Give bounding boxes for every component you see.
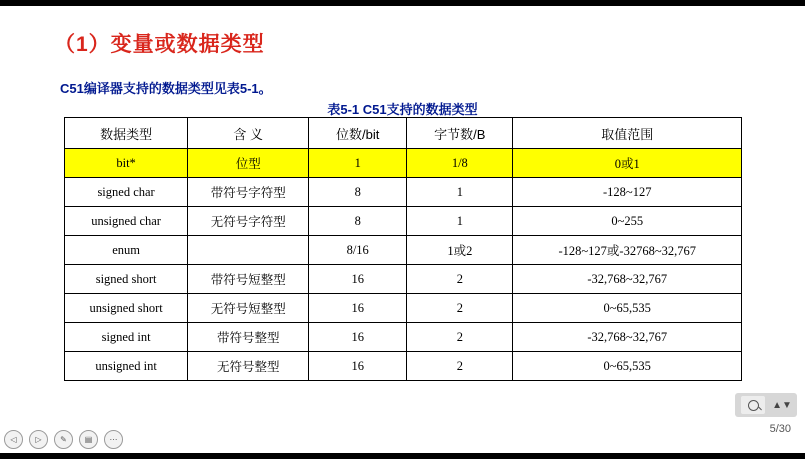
cell-bytes: 1/8 xyxy=(407,149,513,178)
table-caption: 表5-1 C51支持的数据类型 xyxy=(327,102,478,117)
column-header-range: 取值范围 xyxy=(513,118,742,149)
cell-range: 0或1 xyxy=(513,149,742,178)
cell-type: bit* xyxy=(65,149,188,178)
cell-bytes: 2 xyxy=(407,352,513,381)
cell-range: 0~65,535 xyxy=(513,352,742,381)
cell-range: 0~255 xyxy=(513,207,742,236)
cell-type: signed int xyxy=(65,323,188,352)
cell-bytes: 1 xyxy=(407,207,513,236)
cell-bits: 8/16 xyxy=(309,236,407,265)
cell-bits: 16 xyxy=(309,323,407,352)
cell-meaning xyxy=(188,236,309,265)
cell-meaning: 无符号短整型 xyxy=(188,294,309,323)
cell-bytes: 2 xyxy=(407,294,513,323)
playback-toolbar[interactable] xyxy=(4,430,123,449)
cell-type: unsigned int xyxy=(65,352,188,381)
page-indicator: 5/30 xyxy=(769,423,791,435)
cell-meaning: 位型 xyxy=(188,149,309,178)
search-overlay[interactable] xyxy=(735,393,797,417)
cell-type: signed char xyxy=(65,178,188,207)
column-header-bytes: 字节数/B xyxy=(407,118,513,149)
cell-range: 0~65,535 xyxy=(513,294,742,323)
cell-type: signed short xyxy=(65,265,188,294)
search-icon[interactable] xyxy=(741,396,765,414)
table-row xyxy=(65,178,742,207)
table-row xyxy=(65,352,742,381)
cell-bits: 16 xyxy=(309,352,407,381)
cell-type: unsigned char xyxy=(65,207,188,236)
cell-meaning: 无符号字符型 xyxy=(188,207,309,236)
cell-bits: 16 xyxy=(309,265,407,294)
table-row xyxy=(65,265,742,294)
cell-meaning: 带符号字符型 xyxy=(188,178,309,207)
cell-range: -128~127或-32768~32,767 xyxy=(513,236,742,265)
slides-button[interactable]: ▤ xyxy=(79,430,98,449)
table-row xyxy=(65,149,742,178)
column-header-meaning: 含 义 xyxy=(188,118,309,149)
table-row xyxy=(65,323,742,352)
cell-bits: 8 xyxy=(309,207,407,236)
magnifier-glyph xyxy=(748,400,759,411)
cell-meaning: 带符号短整型 xyxy=(188,265,309,294)
cell-bytes: 1或2 xyxy=(407,236,513,265)
table-header-row xyxy=(65,118,742,149)
cell-range: -32,768~32,767 xyxy=(513,323,742,352)
slide-subtitle: C51编译器支持的数据类型见表5-1。 xyxy=(60,81,272,96)
pen-button[interactable]: ✎ xyxy=(54,430,73,449)
cell-bytes: 2 xyxy=(407,265,513,294)
column-header-bits: 位数/bit xyxy=(309,118,407,149)
column-header-type: 数据类型 xyxy=(65,118,188,149)
slide-canvas xyxy=(0,6,805,453)
cell-meaning: 带符号整型 xyxy=(188,323,309,352)
cell-bits: 16 xyxy=(309,294,407,323)
page-title: （1）变量或数据类型 xyxy=(54,33,265,56)
cell-bits: 1 xyxy=(309,149,407,178)
cell-meaning: 无符号整型 xyxy=(188,352,309,381)
data-types-table xyxy=(64,117,742,381)
more-options-button[interactable]: ⋯ xyxy=(104,430,123,449)
play-button[interactable]: ▷ xyxy=(29,430,48,449)
cell-type: unsigned short xyxy=(65,294,188,323)
expand-collapse-icon[interactable]: ▲▼ xyxy=(772,399,792,411)
cell-bytes: 1 xyxy=(407,178,513,207)
cell-range: -32,768~32,767 xyxy=(513,265,742,294)
cell-range: -128~127 xyxy=(513,178,742,207)
cell-bytes: 2 xyxy=(407,323,513,352)
table-row xyxy=(65,207,742,236)
cell-type: enum xyxy=(65,236,188,265)
cell-bits: 8 xyxy=(309,178,407,207)
table-row xyxy=(65,294,742,323)
previous-slide-button[interactable]: ◁ xyxy=(4,430,23,449)
table-row xyxy=(65,236,742,265)
